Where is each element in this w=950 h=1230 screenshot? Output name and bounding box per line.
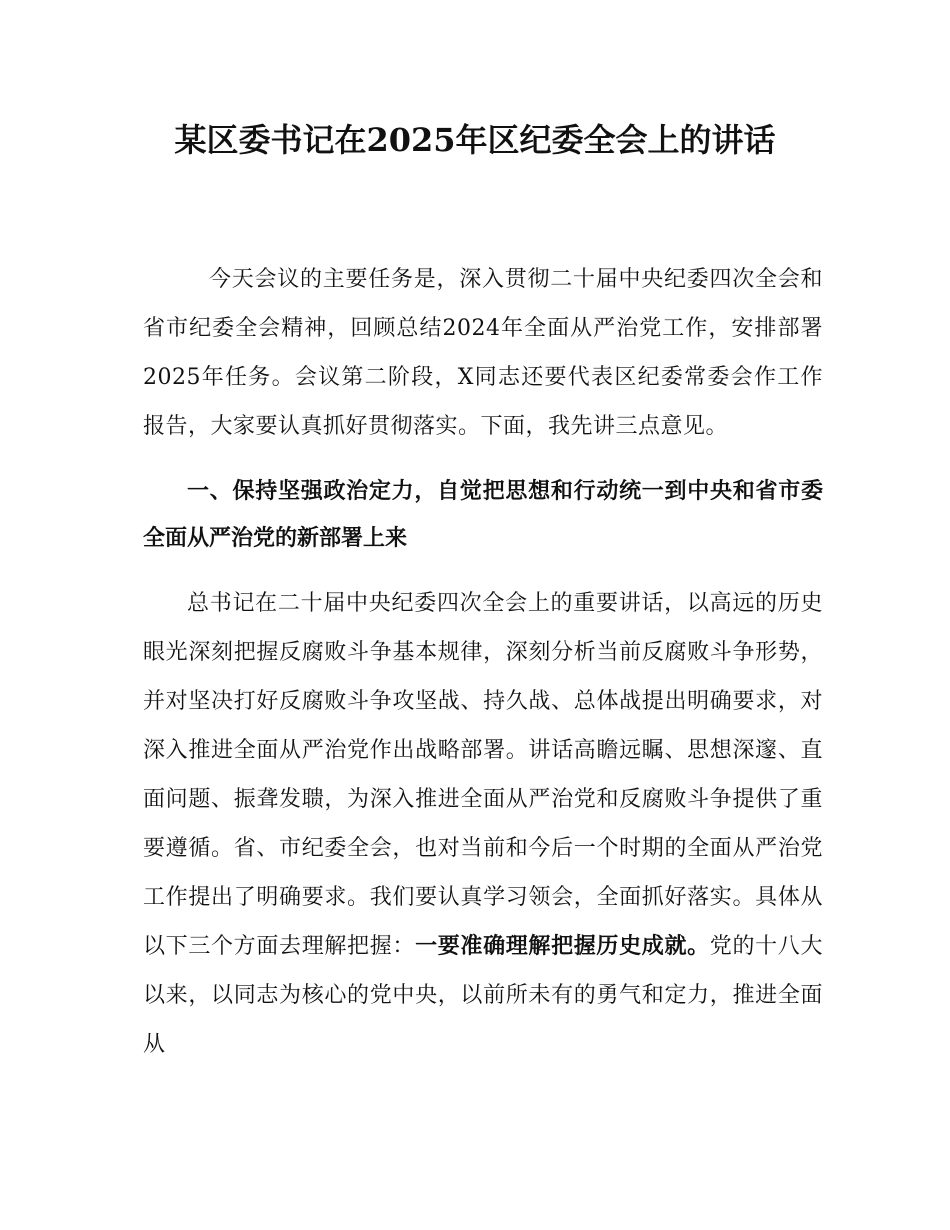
document-body: [143, 255, 823, 1069]
intro-paragraph: 今天会议的主要任务是，深入贯彻二十届中央纪委四次全会和省市纪委全会精神，回顾总结2024年全面从严治党工作，安排部署2025年任务。会议第二阶段，X同志还要代表区纪委常委会作工作报告，大家要认真抓好贯彻落实。下面，我先讲三点意见。: [143, 267, 823, 439]
section-paragraph-text: 总书记在二十届中央纪委四次全会上的重要讲话，以高远的历史眼光深刻把握反腐败斗争基本规律，深刻分析当前反腐败斗争形势，并对坚决打好反腐败斗争攻坚战、持久战、总体战提出明确要求，对深入推进全面从严治党作出战略部署。讲话高瞻远瞩、思想深邃、直面问题、振聋发聩，为深入推进全面从严治党和反腐败斗争提供了重要遵循。省、市纪委全会，也对当前和今后一个时期的全面从严治党工作提出了明确要求。我们要认真学习领会，全面抓好落实。具体从以下三个方面去理解把握：: [143, 591, 823, 959]
section-heading: 一、保持坚强政治定力，自觉把思想和行动统一到中央和省市委全面从严治党的新部署上来: [143, 479, 823, 551]
section-paragraph: [143, 579, 823, 1069]
section-paragraph-continuation: 党的十八大以来，以同志为核心的党中央，以前所未有的勇气和定力，推进全面从: [143, 934, 823, 1057]
emphasis-text: 一要准确理解把握历史成就。: [415, 934, 710, 959]
document-title: 某区委书记在2025年区纪委全会上的讲话: [174, 121, 776, 159]
